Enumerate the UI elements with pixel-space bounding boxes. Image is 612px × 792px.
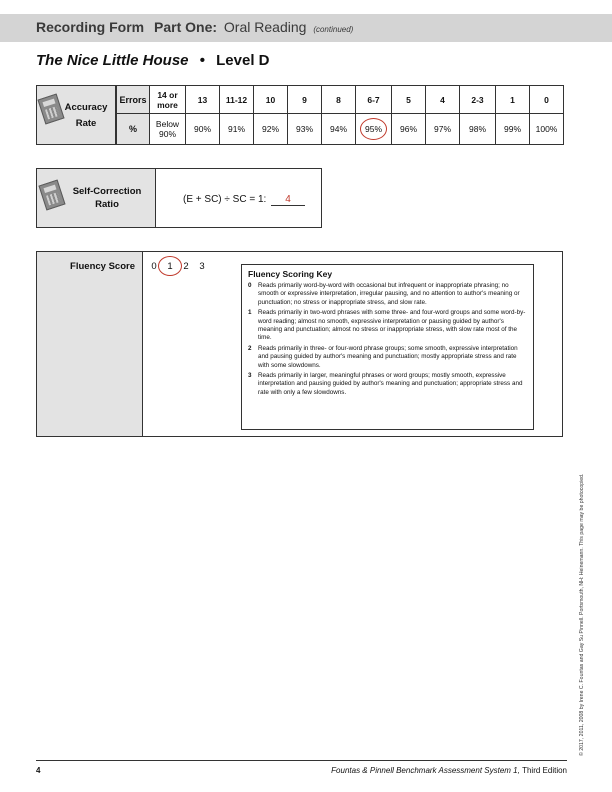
self-correction-box: [36, 168, 322, 228]
percent-cell: 100%: [530, 114, 564, 145]
percent-cell: 98%: [460, 114, 496, 145]
key-item-number: 0: [248, 282, 252, 289]
errors-cell: 1: [496, 86, 530, 114]
key-item-number: 3: [248, 372, 252, 380]
errors-row: [117, 86, 564, 114]
key-item: [248, 372, 527, 397]
fluency-label-cell: [37, 252, 143, 436]
errors-cell: 5: [392, 86, 426, 114]
percent-cell: 96%: [392, 114, 426, 145]
source-title: Fountas & Pinnell Benchmark Assessment System 1,: [331, 766, 520, 775]
rate-label: Rate: [75, 118, 97, 129]
errors-header: Errors: [117, 86, 150, 114]
accuracy-label-cell: [36, 85, 116, 145]
book-level: Level D: [216, 52, 270, 69]
self-correction-label: Self-Correction: [72, 186, 142, 197]
section-label: Oral Reading: [223, 19, 307, 35]
fluency-box: [36, 251, 563, 437]
percent-row: [117, 114, 564, 145]
percent-cell-circled: [356, 114, 392, 145]
self-correction-label-cell: [37, 169, 156, 227]
circled-percent: 95%: [360, 118, 387, 140]
formula-text: (E + SC) ÷ SC = 1:: [183, 194, 267, 205]
errors-cell: 10: [254, 86, 288, 114]
percent-header: %: [117, 114, 150, 145]
key-item: [248, 282, 527, 307]
header-bar: [0, 14, 612, 42]
page-title: [36, 52, 270, 69]
copyright-notice: © 2017, 2011, 2008 by Irene C. Fountas and Gay Su Pinnell. Portsmouth, NH: Heinemann. This page may be photocopied.: [579, 473, 585, 756]
errors-cell: 4: [426, 86, 460, 114]
ratio-label: Ratio: [95, 199, 119, 210]
errors-cell: 8: [322, 86, 356, 114]
fluency-label: Fluency Score: [70, 261, 135, 272]
accuracy-table: [116, 85, 564, 145]
errors-cell: 0: [530, 86, 564, 114]
key-item-text: Reads primarily word-by-word with occasional but infrequent or inappropriate phrasing; no smooth or expressive interpretation, irregular pausing, and no attention to author's meaning or punctuation; no stress or inappropriate stress, and slow rate.: [258, 282, 520, 306]
title-bullet: •: [199, 52, 205, 69]
percent-cell: 92%: [254, 114, 288, 145]
self-correction-formula: [183, 194, 305, 206]
ratio-answer: 4: [271, 194, 305, 206]
source-edition: Third Edition: [522, 766, 567, 775]
percent-cell: 94%: [322, 114, 356, 145]
key-item: [248, 309, 527, 343]
calculator-icon: [38, 180, 65, 211]
continued-label: (continued): [313, 25, 354, 34]
percent-cell: 91%: [220, 114, 254, 145]
form-title: Recording Form: [36, 19, 145, 35]
percent-cell: Below 90%: [150, 114, 186, 145]
key-item-text: Reads primarily in three- or four-word phrase groups; some smooth, expressive interpretation and pausing guided by author's meaning and punctuation; mostly appropriate stress and rate with some slowdowns.: [258, 344, 518, 369]
fluency-score-option: 0: [151, 261, 157, 272]
key-item-text: Reads primarily in two-word phrases with some three- and four-word groups and some word-by-word reading; almost no smooth, expressive interpretation or pausing guided by author's meaning and punctuation; almost no stress or inappropriate stress, with slow rate most of the time.: [258, 309, 526, 342]
errors-cell: 13: [186, 86, 220, 114]
errors-cell: 11-12: [220, 86, 254, 114]
accuracy-label: Accuracy: [64, 102, 108, 113]
fluency-scoring-key: [241, 264, 534, 430]
errors-cell: 2-3: [460, 86, 496, 114]
key-item-number: 1: [248, 309, 252, 317]
header-title: [36, 19, 353, 35]
errors-cell: 6-7: [356, 86, 392, 114]
fluency-score-option-circled: 1: [167, 261, 173, 272]
key-item-number: 2: [248, 344, 252, 352]
errors-cell: 9: [288, 86, 322, 114]
footer-source: [331, 766, 567, 775]
percent-cell: 90%: [186, 114, 220, 145]
book-title: The Nice Little House: [36, 52, 189, 69]
page-number: 4: [36, 766, 41, 775]
percent-cell: 93%: [288, 114, 322, 145]
key-title: Fluency Scoring Key: [248, 269, 333, 279]
key-item-text: Reads primarily in larger, meaningful phrases or word groups; mostly smooth, expressive interpretation and pausing guided by author's meaning and punctuation; appropriate stress and rate with only a few slowdowns.: [258, 372, 523, 396]
percent-cell: 97%: [426, 114, 460, 145]
key-item: [248, 345, 527, 370]
errors-cell: 14 or more: [150, 86, 186, 114]
footer-divider: [36, 760, 567, 761]
part-label: Part One:: [154, 19, 218, 35]
fluency-score-option: 3: [199, 261, 205, 272]
fluency-score-option: 2: [183, 261, 189, 272]
percent-cell: 99%: [496, 114, 530, 145]
